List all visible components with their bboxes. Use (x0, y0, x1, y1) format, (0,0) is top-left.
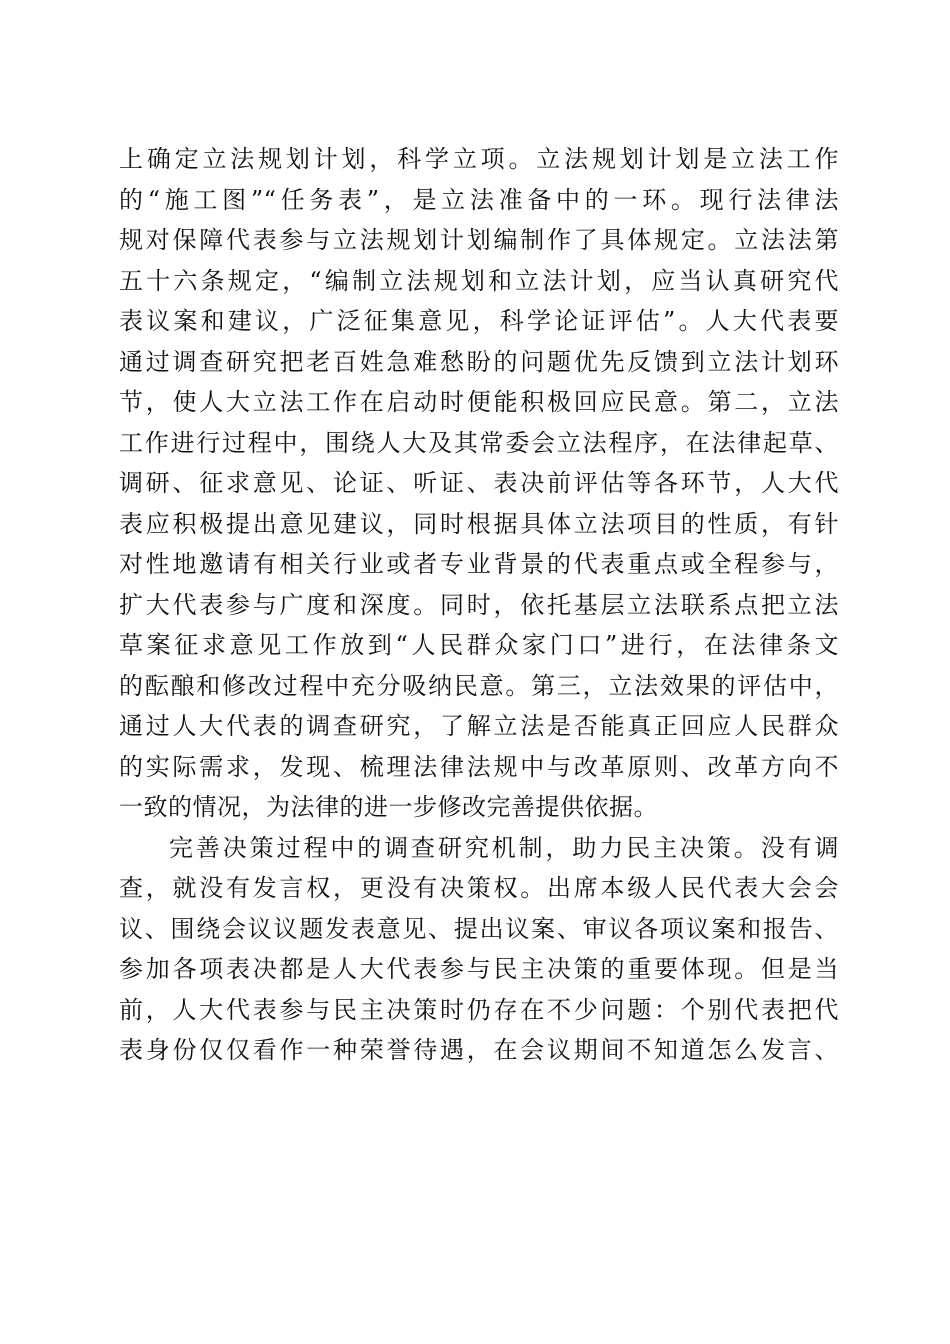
text-line: 议、围绕会议议题发表意见、提出议案、审议各项议案和报告、 (119, 914, 839, 943)
text-line: 的酝酿和修改过程中充分吸纳民意。第三，立法效果的评估中， (119, 671, 839, 700)
text-line: 规对保障代表参与立法规划计划编制作了具体规定。立法法第 (119, 226, 839, 254)
text-line: 查，就没有发言权，更没有决策权。出席本级人民代表大会会 (119, 874, 839, 902)
text-line: 的实际需求，发现、梳理法律法规中与改革原则、改革方向不 (119, 752, 839, 781)
text-line: 参加各项表决都是人大代表参与民主决策的重要体现。但是当 (119, 955, 839, 983)
text-line: 调研、征求意见、论证、听证、表决前评估等各环节，人大代 (119, 469, 839, 497)
text-line: 五十六条规定，“编制立法规划和立法计划，应当认真研究代 (119, 266, 839, 295)
text-line: 表议案和建议，广泛征集意见，科学论证评估”。人大代表要 (119, 307, 839, 335)
text-line: 一致的情况，为法律的进一步修改完善提供依据。 (119, 793, 658, 821)
text-line: 上确定立法规划计划，科学立项。立法规划计划是立法工作 (119, 145, 839, 173)
text-line: 通过调查研究把老百姓急难愁盼的问题优先反馈到立法计划环 (119, 347, 839, 376)
paragraph-first-line: 完善决策过程中的调查研究机制，助力民主决策。没有调 (169, 833, 839, 862)
text-line: 工作进行过程中，围绕人大及其常委会立法程序，在法律起草、 (119, 428, 839, 457)
text-line: 通过人大代表的调查研究，了解立法是否能真正回应人民群众 (119, 712, 839, 740)
text-line: 表应积极提出意见建议，同时根据具体立法项目的性质，有针 (119, 509, 839, 538)
text-line: 对性地邀请有相关行业或者专业背景的代表重点或全程参与， (119, 550, 839, 578)
text-line: 前，人大代表参与民主决策时仍存在不少问题：个别代表把代 (119, 995, 839, 1024)
text-line: 表身份仅仅看作一种荣誉待遇，在会议期间不知道怎么发言、 (119, 1036, 839, 1064)
text-line: 草案征求意见工作放到“人民群众家门口”进行，在法律条文 (119, 631, 839, 659)
body-text (119, 139, 839, 1071)
text-line: 节，使人大立法工作在启动时便能积极回应民意。第二，立法 (119, 388, 839, 416)
text-line: 的“施工图”“任务表”，是立法准备中的一环。现行法律法 (119, 185, 839, 214)
text-line: 扩大代表参与广度和深度。同时，依托基层立法联系点把立法 (119, 590, 839, 619)
